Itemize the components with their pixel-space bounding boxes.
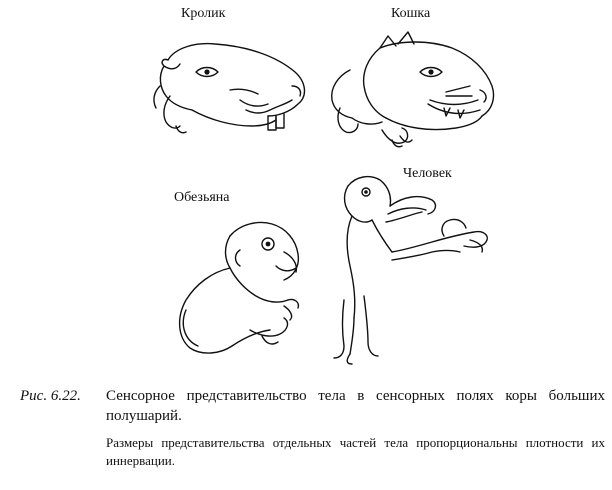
cat-drawing bbox=[332, 32, 494, 147]
human-drawing bbox=[334, 177, 487, 364]
monkey-label: Обезьяна bbox=[174, 190, 230, 205]
monkey-drawing bbox=[180, 223, 299, 354]
figure-number: Рис. 6.22. bbox=[20, 388, 81, 404]
rabbit-label: Кролик bbox=[181, 6, 226, 21]
caption-heading-row bbox=[20, 386, 605, 426]
cat-label: Кошка bbox=[391, 6, 431, 21]
caption-title: Сенсорное представительство тела в сенсорных полях коры больших полушарий. bbox=[106, 388, 605, 424]
rabbit-drawing bbox=[154, 44, 305, 133]
human-label: Человек bbox=[403, 166, 452, 181]
figure-caption bbox=[20, 386, 605, 470]
caption-note: Размеры представительства отдельных частей тела пропорциональны плотности их иннервации. bbox=[106, 435, 605, 468]
